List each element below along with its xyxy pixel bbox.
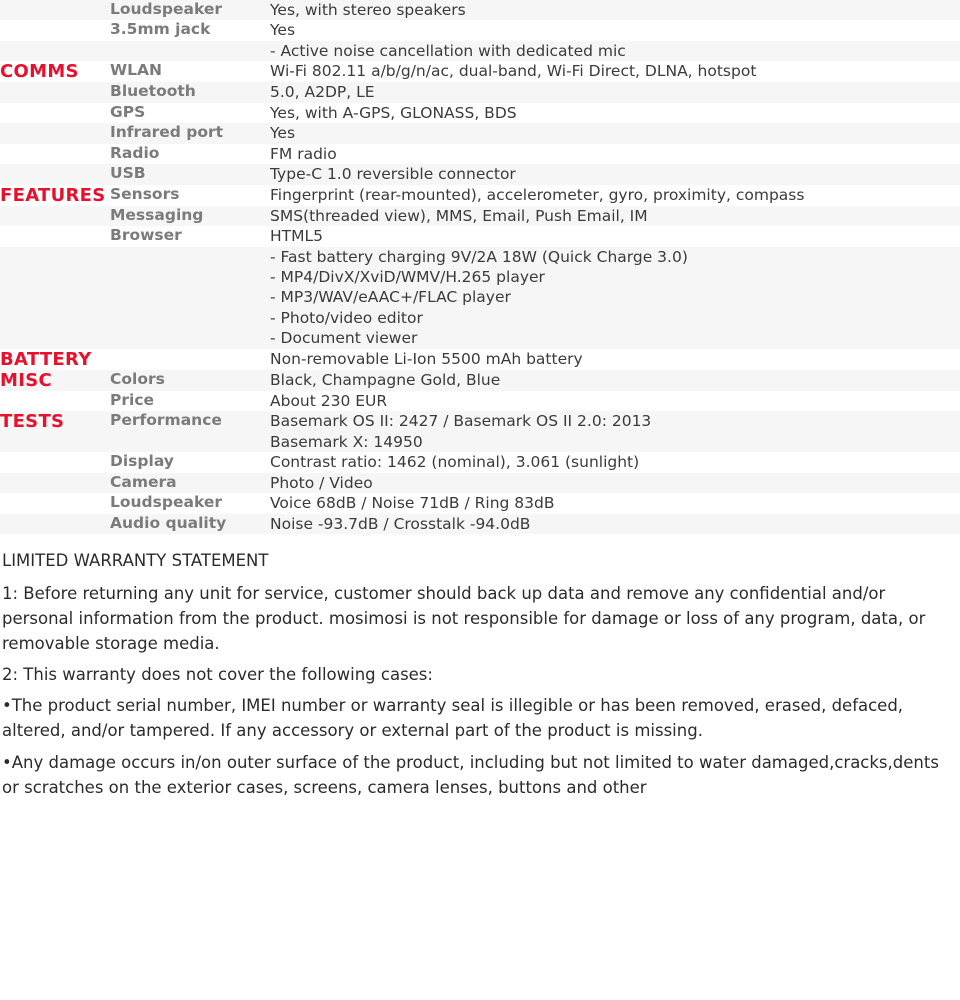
spec-category [0,452,110,472]
spec-category [0,0,110,20]
spec-key: Audio quality [110,514,270,534]
spec-value-line: - MP3/WAV/eAAC+/FLAC player [270,288,511,307]
table-row [0,493,960,513]
spec-key: Display [110,452,270,472]
spec-key: Bluetooth [110,82,270,102]
spec-value [270,452,960,472]
spec-value [270,61,960,82]
spec-value-line: Basemark OS II: 2427 / Basemark OS II 2.0: 2013 [270,412,652,431]
table-row [0,41,960,61]
spec-key [110,41,270,61]
table-row [0,206,960,226]
warranty-paragraphs [2,581,958,800]
spec-value-line: - Fast battery charging 9V/2A 18W (Quick Charge 3.0) [270,247,688,266]
table-row [0,61,960,82]
spec-value [270,473,960,493]
table-row [0,226,960,246]
spec-value [270,144,960,164]
spec-value [270,20,960,40]
spec-key: Camera [110,473,270,493]
spec-value [270,247,960,349]
spec-value [270,226,960,246]
spec-category [0,493,110,513]
spec-value-line: Basemark X: 14950 [270,432,423,451]
spec-value-line: Wi-Fi 802.11 a/b/g/n/ac, dual-band, Wi-Fi Direct, DLNA, hotspot [270,62,757,81]
spec-category [0,144,110,164]
table-row [0,391,960,411]
spec-value-line: About 230 EUR [270,391,388,410]
spec-category [0,247,110,349]
spec-value-line: Yes [270,124,296,143]
spec-category: COMMS [0,61,110,82]
spec-key: Performance [110,411,270,452]
table-row [0,144,960,164]
spec-category: BATTERY [0,349,110,370]
warranty-paragraph: •The product serial number, IMEI number or warranty seal is illegible or has been removed, erased, defaced, altered, and/or tampered. If any accessory or external part of the product is missing. [2,696,904,741]
spec-category [0,514,110,534]
spec-value [270,514,960,534]
spec-key: Messaging [110,206,270,226]
table-row [0,164,960,184]
spec-category: TESTS [0,411,110,452]
spec-value [270,164,960,184]
spec-value-line: Photo / Video [270,473,373,492]
warranty-paragraph: 2: This warranty does not cover the following cases: [2,665,433,685]
spec-category [0,41,110,61]
spec-category: MISC [0,370,110,391]
spec-category [0,164,110,184]
spec-value [270,123,960,143]
table-row [0,185,960,206]
spec-value [270,82,960,102]
spec-value-line: Voice 68dB / Noise 71dB / Ring 83dB [270,494,555,513]
spec-key: Infrared port [110,123,270,143]
table-row [0,247,960,349]
table-row [0,473,960,493]
spec-value-line: Noise -93.7dB / Crosstalk -94.0dB [270,514,531,533]
table-row [0,103,960,123]
spec-key: 3.5mm jack [110,20,270,40]
spec-value-line: - Active noise cancellation with dedicated mic [270,41,626,60]
spec-value [270,391,960,411]
spec-value [270,349,960,370]
warranty-section [0,534,960,800]
spec-category [0,103,110,123]
warranty-title: LIMITED WARRANTY STATEMENT [2,550,269,570]
spec-value-line: Yes, with A-GPS, GLONASS, BDS [270,103,517,122]
spec-value [270,41,960,61]
spec-value-line: FM radio [270,144,337,163]
spec-category [0,206,110,226]
spec-value-line: Type-C 1.0 reversible connector [270,165,516,184]
spec-key: Price [110,391,270,411]
spec-value [270,185,960,206]
spec-category [0,123,110,143]
table-row [0,349,960,370]
warranty-paragraph: •Any damage occurs in/on outer surface of the product, including but not limited to water damaged,cracks,dents or scratches on the exterior cases, screens, camera lenses, buttons and other [2,752,939,797]
spec-value-line: Yes [270,21,296,40]
spec-key: Colors [110,370,270,391]
table-row [0,411,960,452]
spec-category: FEATURES [0,185,110,206]
table-row [0,370,960,391]
spec-value [270,370,960,391]
spec-value [270,411,960,452]
table-row [0,123,960,143]
spec-key: GPS [110,103,270,123]
table-row [0,514,960,534]
spec-key: Radio [110,144,270,164]
spec-key: Loudspeaker [110,0,270,20]
spec-value-line: HTML5 [270,227,323,246]
table-row [0,82,960,102]
spec-key: Browser [110,226,270,246]
spec-value-line: Yes, with stereo speakers [270,1,466,19]
spec-value [270,103,960,123]
spec-value-line: 5.0, A2DP, LE [270,83,375,102]
spec-category [0,82,110,102]
spec-value-line: - Document viewer [270,329,418,348]
spec-key: Loudspeaker [110,493,270,513]
spec-key [110,349,270,370]
spec-category [0,473,110,493]
spec-key: USB [110,164,270,184]
spec-category [0,391,110,411]
spec-value [270,0,960,20]
table-row [0,0,960,20]
spec-value-line: - MP4/DivX/XviD/WMV/H.265 player [270,267,545,286]
spec-value-line: Fingerprint (rear-mounted), accelerometer, gyro, proximity, compass [270,185,805,204]
spec-value-line: - Photo/video editor [270,308,423,327]
spec-value-line: Contrast ratio: 1462 (nominal), 3.061 (sunlight) [270,453,640,472]
spec-value [270,493,960,513]
spec-value-line: Black, Champagne Gold, Blue [270,370,501,389]
warranty-paragraph: 1: Before returning any unit for service, customer should back up data and remove any confidential and/or personal information from the product. mosimosi is not responsible for damage or loss of any program, data, or removable storage media. [2,584,926,654]
table-row [0,20,960,40]
table-row [0,452,960,472]
spec-key: Sensors [110,185,270,206]
spec-key: WLAN [110,61,270,82]
spec-key [110,247,270,349]
spec-category [0,226,110,246]
spec-value [270,206,960,226]
spec-value-line: SMS(threaded view), MMS, Email, Push Email, IM [270,206,648,225]
spec-value-line: Non-removable Li-Ion 5500 mAh battery [270,349,583,368]
spec-category [0,20,110,40]
